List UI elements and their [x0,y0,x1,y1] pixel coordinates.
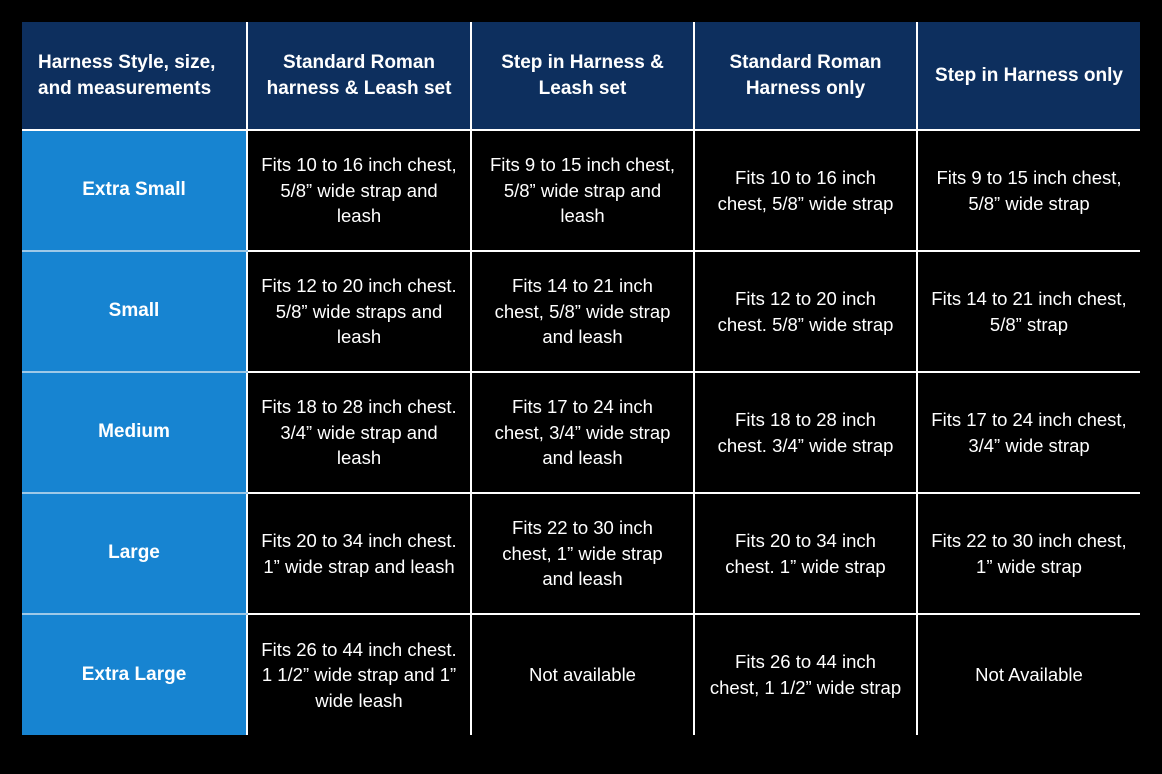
cell-small-standard-roman-only: Fits 12 to 20 inch chest. 5/8” wide strap [694,251,917,372]
column-header-step-in-harness-leash-set: Step in Harness & Leash set [471,22,694,130]
cell-extra-small-standard-roman-set: Fits 10 to 16 inch chest, 5/8” wide strap and leash [247,130,471,251]
cell-extra-large-step-in-set: Not available [471,614,694,735]
column-header-style-size-measurements: Harness Style, size, and measurements [22,22,247,130]
cell-medium-step-in-set: Fits 17 to 24 inch chest, 3/4” wide strap and leash [471,372,694,493]
cell-large-step-in-set: Fits 22 to 30 inch chest, 1” wide strap and leash [471,493,694,614]
table-body [22,130,1140,735]
column-header-standard-roman-harness-leash-set: Standard Roman harness & Leash set [247,22,471,130]
cell-small-standard-roman-set: Fits 12 to 20 inch chest. 5/8” wide straps and leash [247,251,471,372]
cell-large-standard-roman-set: Fits 20 to 34 inch chest. 1” wide strap and leash [247,493,471,614]
row-label-extra-small: Extra Small [22,130,247,251]
table-header [22,22,1140,130]
cell-large-step-in-only: Fits 22 to 30 inch chest, 1” wide strap [917,493,1140,614]
cell-small-step-in-set: Fits 14 to 21 inch chest, 5/8” wide strap and leash [471,251,694,372]
cell-extra-large-step-in-only: Not Available [917,614,1140,735]
cell-medium-standard-roman-set: Fits 18 to 28 inch chest. 3/4” wide strap and leash [247,372,471,493]
cell-large-standard-roman-only: Fits 20 to 34 inch chest. 1” wide strap [694,493,917,614]
cell-medium-standard-roman-only: Fits 18 to 28 inch chest. 3/4” wide strap [694,372,917,493]
cell-extra-large-standard-roman-set: Fits 26 to 44 inch chest. 1 1/2” wide strap and 1” wide leash [247,614,471,735]
table-row [22,614,1140,735]
table-header-row [22,22,1140,130]
row-label-large: Large [22,493,247,614]
row-label-small: Small [22,251,247,372]
cell-extra-small-step-in-set: Fits 9 to 15 inch chest, 5/8” wide strap and leash [471,130,694,251]
table-row [22,372,1140,493]
cell-extra-large-standard-roman-only: Fits 26 to 44 inch chest, 1 1/2” wide strap [694,614,917,735]
table-row [22,130,1140,251]
cell-small-step-in-only: Fits 14 to 21 inch chest, 5/8” strap [917,251,1140,372]
cell-extra-small-step-in-only: Fits 9 to 15 inch chest, 5/8” wide strap [917,130,1140,251]
cell-extra-small-standard-roman-only: Fits 10 to 16 inch chest, 5/8” wide strap [694,130,917,251]
table-row [22,493,1140,614]
harness-size-chart-table [22,22,1140,735]
cell-medium-step-in-only: Fits 17 to 24 inch chest, 3/4” wide strap [917,372,1140,493]
row-label-medium: Medium [22,372,247,493]
column-header-step-in-harness-only: Step in Harness only [917,22,1140,130]
row-label-extra-large: Extra Large [22,614,247,735]
column-header-standard-roman-harness-only: Standard Roman Harness only [694,22,917,130]
table-row [22,251,1140,372]
